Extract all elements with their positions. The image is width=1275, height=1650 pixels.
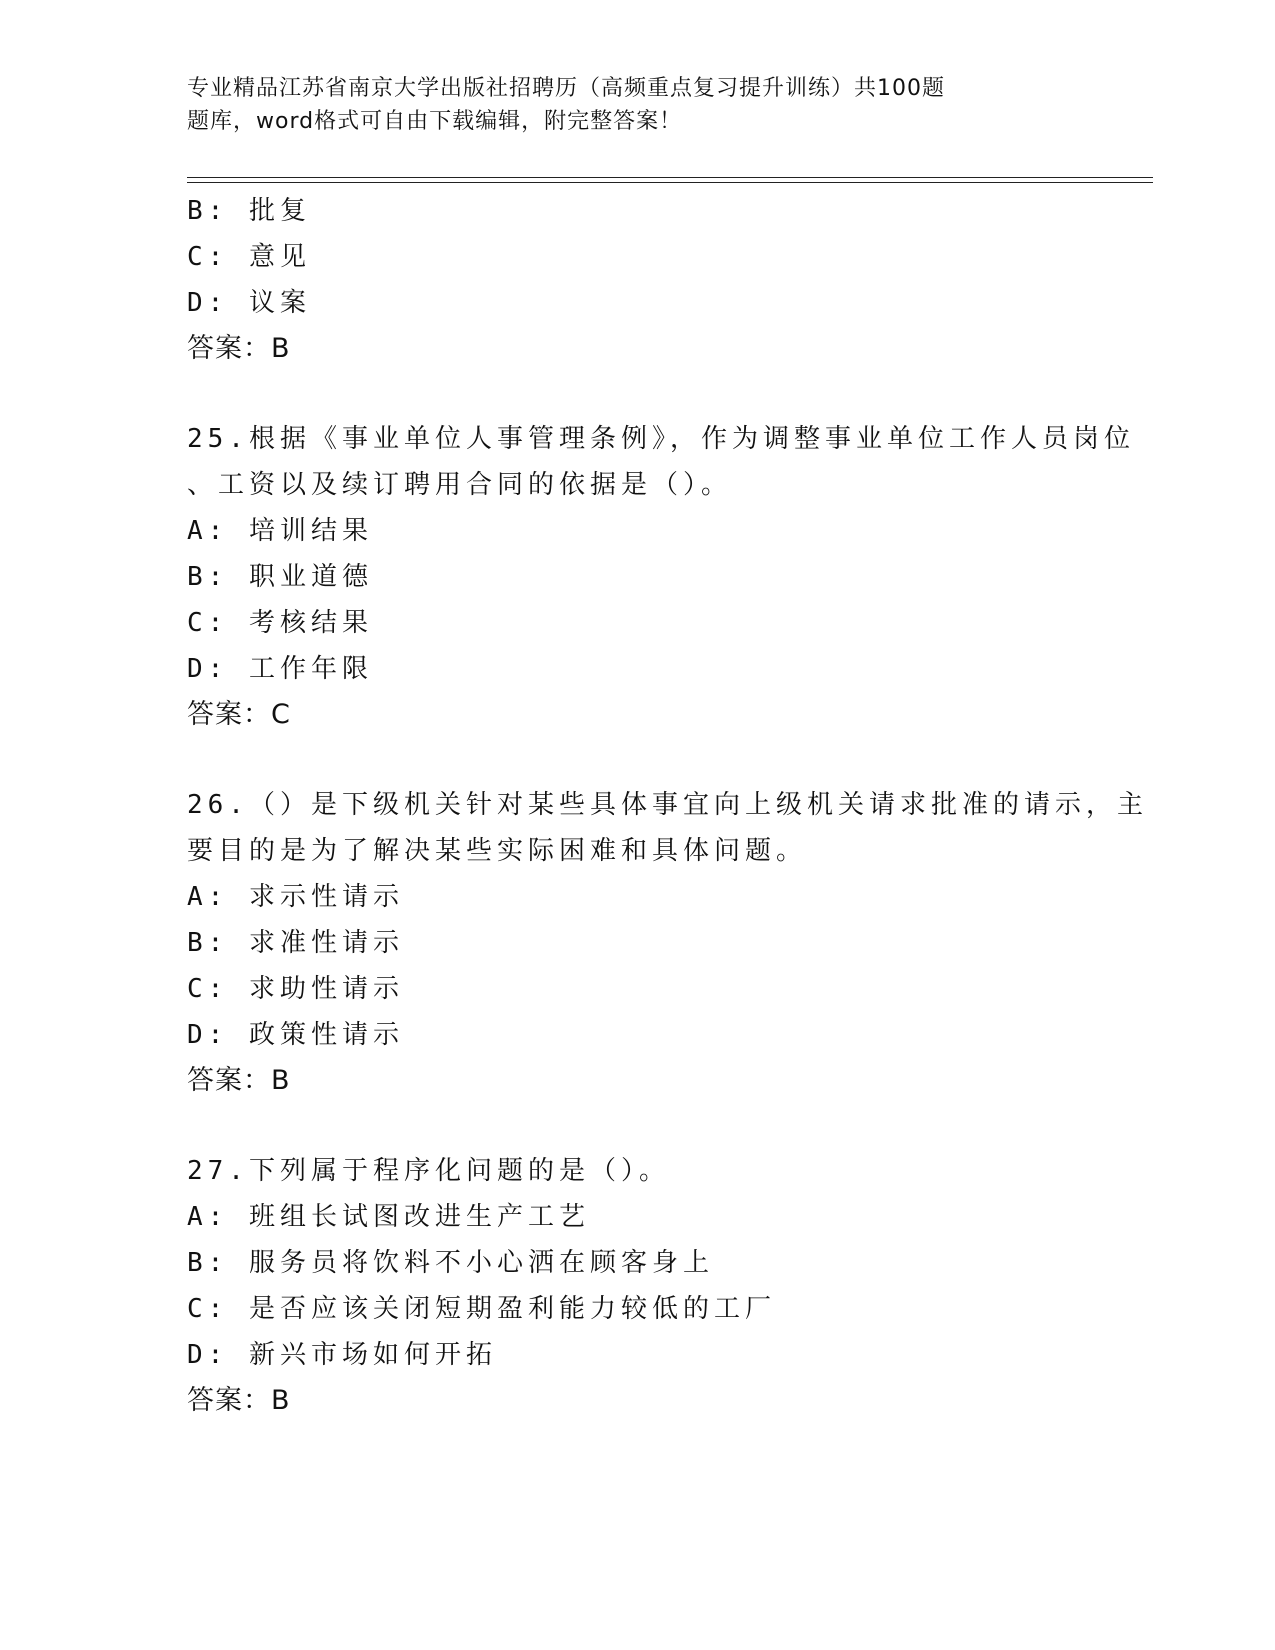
option-c: C: 求助性请示 (187, 974, 404, 1004)
option-a: A: 培训结果 (187, 516, 373, 546)
option-a: A: 班组长试图改进生产工艺 (187, 1202, 590, 1232)
option-b: B: 职业道德 (187, 562, 373, 592)
option-c: C: 考核结果 (187, 608, 373, 638)
question-stem: 27.下列属于程序化问题的是（）。 (187, 1156, 670, 1186)
option-b: B: 求准性请示 (187, 928, 404, 958)
header-divider-top (187, 177, 1153, 178)
option-d: D: 工作年限 (187, 654, 373, 684)
option-d: D: 新兴市场如何开拓 (187, 1340, 497, 1370)
answer-line: 答案：B (187, 333, 291, 364)
option-c: C: 是否应该关闭短期盈利能力较低的工厂 (187, 1294, 776, 1324)
question-stem: 26.（）是下级机关针对某些具体事宜向上级机关请求批准的请示，主 (187, 790, 1148, 820)
option-d: D: 政策性请示 (187, 1020, 404, 1050)
option-b: B: 服务员将饮料不小心洒在顾客身上 (187, 1248, 714, 1278)
question-stem-continued: 、工资以及续订聘用合同的依据是（）。 (187, 470, 733, 500)
option-b: B: 批复 (187, 196, 311, 226)
answer-line: 答案：B (187, 1065, 291, 1096)
question-stem-continued: 要目的是为了解决某些实际困难和具体问题。 (187, 836, 808, 866)
answer-line: 答案：C (187, 699, 291, 730)
option-a: A: 求示性请示 (187, 882, 404, 912)
header-divider-bottom (187, 182, 1153, 183)
question-stem: 25.根据《事业单位人事管理条例》，作为调整事业单位工作人员岗位 (187, 424, 1135, 454)
header-title-line-2: 题库，word格式可自由下载编辑，附完整答案！ (187, 109, 683, 134)
option-c: C: 意见 (187, 242, 311, 272)
option-d: D: 议案 (187, 288, 311, 318)
document-header (187, 72, 1047, 138)
header-title-line-1: 专业精品江苏省南京大学出版社招聘历（高频重点复习提升训练）共100题 (187, 76, 945, 101)
answer-line: 答案：B (187, 1385, 291, 1416)
document-body (187, 188, 1148, 1424)
